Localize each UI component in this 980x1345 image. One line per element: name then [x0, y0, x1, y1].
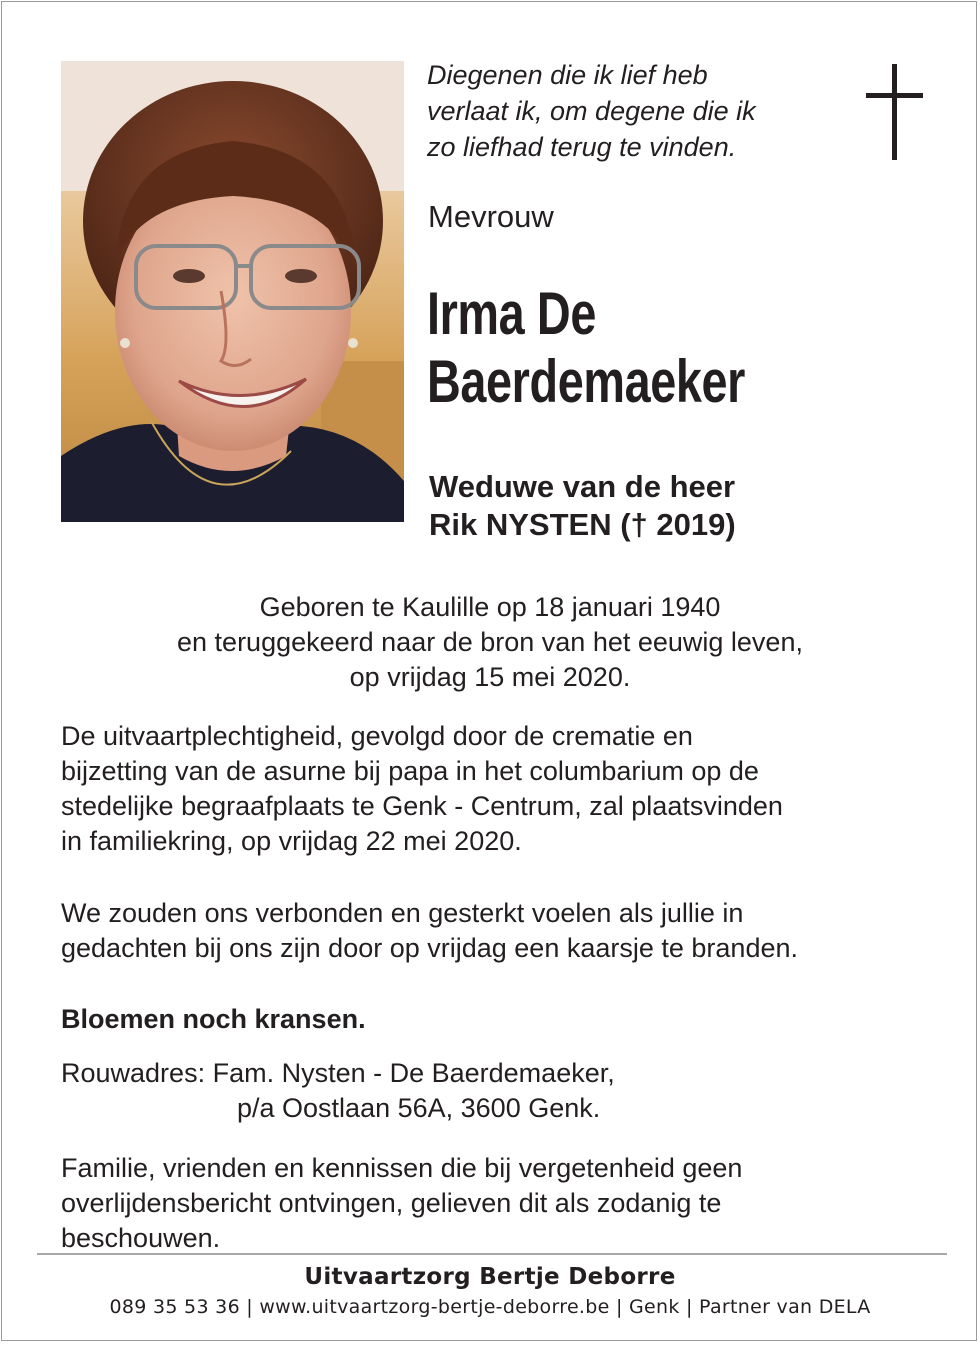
- salutation: Mevrouw: [428, 199, 554, 234]
- paragraph-line: We zouden ons verbonden en gesterkt voelen als jullie in: [61, 898, 744, 928]
- footer-divider: [37, 1253, 947, 1255]
- portrait-image: [61, 61, 404, 522]
- deceased-name: [427, 280, 745, 416]
- funeral-home-contact: 089 35 53 36 | www.uitvaartzorg-bertje-deborre.be | Genk | Partner van DELA: [109, 1296, 871, 1318]
- address-line: p/a Oostlaan 56A, 3600 Genk.: [237, 1093, 601, 1123]
- spouse-line: Weduwe van de heer: [429, 469, 736, 504]
- birth-line: op vrijdag 15 mei 2020.: [349, 662, 631, 692]
- paragraph-line: Familie, vrienden en kennissen die bij vergetenheid geen: [61, 1153, 743, 1183]
- paragraph-line: bijzetting van de asurne bij papa in het columbarium op de: [61, 756, 759, 786]
- spouse-info: [429, 468, 736, 544]
- quote-line: zo liefhad terug te vinden.: [427, 132, 737, 162]
- portrait-photo: [61, 61, 404, 522]
- quote-line: verlaat ik, om degene die ik: [427, 96, 756, 126]
- notice-paragraph: [61, 1151, 941, 1256]
- ceremony-paragraph: [61, 719, 941, 859]
- paragraph-line: overlijdensbericht ontvingen, gelieven dit als zodanig te: [61, 1188, 722, 1218]
- death-notice-card: [1, 1, 977, 1341]
- birth-line: en teruggekeerd naar de bron van het eeuwig leven,: [177, 627, 803, 657]
- paragraph-line: De uitvaartplechtigheid, gevolgd door de crematie en: [61, 721, 693, 751]
- paragraph-line: stedelijke begraafplaats te Genk - Centrum, zal plaatsvinden: [61, 791, 783, 821]
- deceased-name-line: Irma De: [427, 280, 596, 347]
- paragraph-line: beschouwen.: [61, 1223, 221, 1253]
- birth-line: Geboren te Kaulille op 18 januari 1940: [259, 592, 721, 622]
- birth-and-death-dates: [2, 590, 978, 695]
- candle-paragraph: [61, 896, 941, 966]
- latin-cross-icon: [866, 64, 924, 167]
- funeral-home-name: Uitvaartzorg Bertje Deborre: [304, 1264, 676, 1290]
- paragraph-line: in familiekring, op vrijdag 22 mei 2020.: [61, 826, 522, 856]
- paragraph-line: gedachten bij ons zijn door op vrijdag een kaarsje te branden.: [61, 933, 798, 963]
- spouse-line: Rik NYSTEN († 2019): [429, 507, 736, 542]
- quote-line: Diegenen die ik lief heb: [427, 60, 708, 90]
- flowers-notice: Bloemen noch kransen.: [61, 1004, 366, 1034]
- quote: [427, 57, 756, 165]
- mourning-address: [61, 1056, 941, 1126]
- address-line: Rouwadres: Fam. Nysten - De Baerdemaeker,: [61, 1058, 615, 1088]
- deceased-name-line: Baerdemaeker: [427, 348, 745, 415]
